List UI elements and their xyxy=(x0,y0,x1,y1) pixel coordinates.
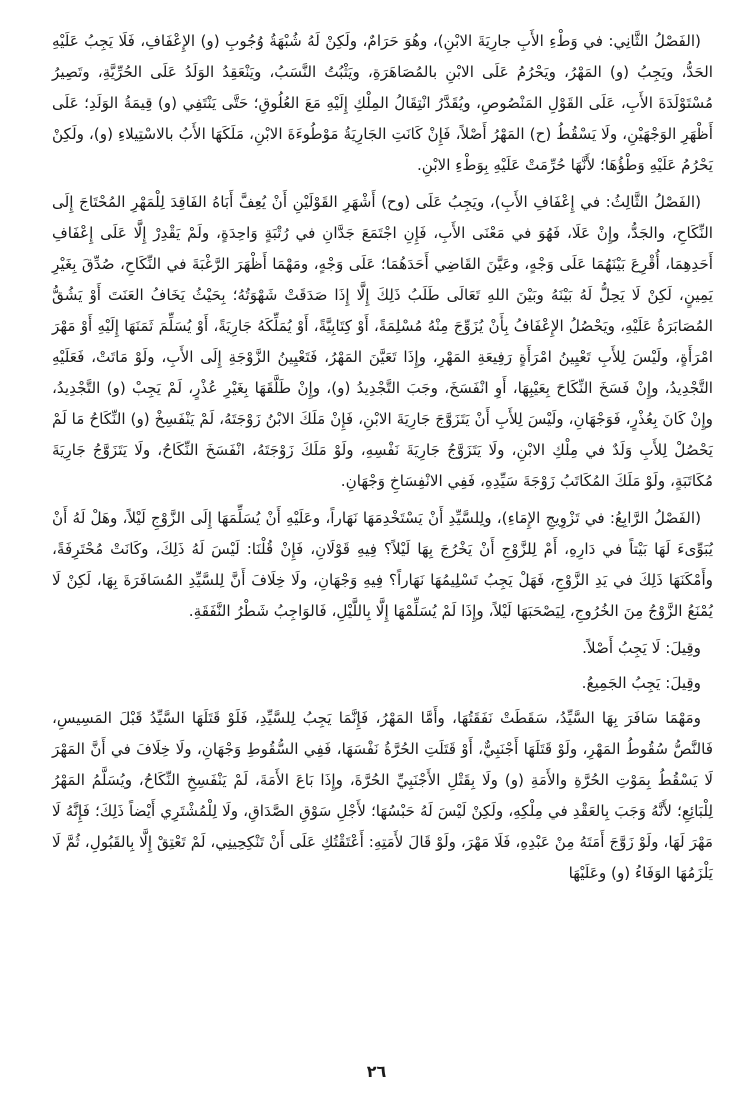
paragraph-second-chapter: (الفَصْلُ الثَّانِي: في وَطْءِ الأَبِ جارِيَةَ الابْنِ)، وهُوَ حَرَامٌ، ولَكِنْ لَهُ شُبْهَةُ وُجُوبِ (و) الإِعْفَافِ، فَلَا يَجِبُ عَلَيْهِ الحَدُّ، ويَجِبُ (و) المَهْرُ، ويَحْرُمُ عَلَى الابْنِ بالمُصَاهَرَةِ، ويَثْبُتُ النَّسَبُ، ويَنْعَقِدُ الوَلَدُ عَلَى الحُرِّيَّةِ، وتَصِيرُ مُسْتَوْلَدَةَ الأَبِ، عَلَى القَوْلِ المَنْصُوصِ، ويُقَدَّرُ انْتِقَالُ المِلْكِ إِلَيْهِ مَعَ العُلُوقِ؛ حَتَّى يَنْتَفِي (و) قِيمَةُ الوَلَدِ؛ عَلَى أَظْهَرِ الوَجْهَيْنِ، ولَا يَسْقُطُ (ح) المَهْرُ أَصْلاً، فَإِنْ كَانَتِ الجَارِيَةُ مَوْطُوءَةَ الابْنِ، مَلَكَهَا الأَبُ بالاسْتِيلاءِ (و)، ولَكِنْ يَحْرُمُ عَلَيْهِ وَطْؤُهَا؛ لأَنَّهَا حُرِّمَتْ عَلَيْهِ بِوَطْءِ الابْنِ. xyxy=(52,32,713,174)
opinion-line-first: وقِيلَ: لَا يَجِبُ أَصْلاً. xyxy=(582,639,701,657)
paragraph-third-chapter: (الفَصْلُ الثَّالِثُ: في إِعْفَافِ الأَبِ)، ويَجِبُ عَلَى (وح) أَشْهَرِ القَوْلَيْنِ أَنْ يُعِفَّ أَبَاهُ الفَاقِدَ لِلْمَهْرِ المُحْتَاجَ إِلَى النِّكَاحِ، والجَدُّ، وإِنْ عَلَا، فَهُوَ في مَعْنَى الأَبِ، فَإِنِ اجْتَمَعَ جَدَّانِ في رُتْبَةٍ وَاحِدَةٍ، ولَمْ يَقْدِرْ إِلَّا عَلَى إِعْفَافِ أَحَدِهِمَا، أُقْرِعَ بَيْنَهُمَا عَلَى وَجْهٍ، وعَيَّنَ القَاضِي أَحَدَهُمَا؛ عَلَى وَجْهٍ، ومَهْمَا أَظْهَرَ الرَّغْبَةَ في النِّكَاحِ، صُدِّقَ بِغَيْرِ يَمِينٍ، لَكِنْ لَا يَحِلُّ لَهُ بَيْنَهُ وبَيْنَ اللهِ تَعَالَى طَلَبُ ذَلِكَ إِلَّا إِذَا صَدَقَتْ شَهْوَتُهُ؛ بِحَيْثُ يَخَافُ العَنَتَ أَوْ يَشُقُّ المُصَابَرَةُ عَلَيْهِ، ويَحْصُلُ الإِعْفَافُ بِأَنْ يُزَوِّجَ مِنْهُ مُسْلِمَةً، أَوْ كِتَابِيَّةً، أَوْ يُمَلِّكَهُ جَارِيَةً، أَوْ يُسَلِّمَ ثَمَنَهَا إِلَيْهِ أَوْ مَهْرَ امْرَأَةٍ، ولَيْسَ لِلأَبِ تَعْيِينُ امْرَأَةٍ رَفِيعَةِ المَهْرِ، وإِذَا تَعَيَّنَ المَهْرُ، فَتَعْيِينُ الزَّوْجَةِ إِلَى الأَبِ، ولَوْ مَاتَتْ، فَعَلَيْهِ التَّجْدِيدُ، وإِنْ فَسَخَ النِّكَاحَ بِعَيْبِهَا، أَوِ انْفَسَخَ، وجَبَ التَّجْدِيدُ (و)، وإِنْ طَلَّقَهَا بِغَيْرِ عُذْرٍ، لَمْ يَجِبْ (و) التَّجْدِيدُ، وإِنْ كَانَ بِعُذْرٍ، فَوَجْهَانِ، ولَيْسَ لِلأَبِ أَنْ يَتَزَوَّجَ جَارِيَةَ الابْنِ، فَإِنْ مَلَكَ الابْنُ زَوْجَتَهُ، لَمْ يَنْفَسِخْ (و) النِّكَاحُ مَا لَمْ يَحْصُلْ لِلأَبِ وَلَدٌ في مِلْكِ الابْنِ، ولَا يَتَزَوَّجُ جَارِيَةَ نَفْسِهِ، ولَوْ مَلَكَ زَوْجَتَهُ، انْفَسَخَ النِّكَاحُ، ولَا يَتَزَوَّجُ جَارِيَةَ مُكَاتَبَةٍ، ولَوْ مَلَكَ المُكَاتَبُ زَوْجَةَ سَيِّدِهِ، فَفِي الانْفِسَاخِ وَجْهَانِ. xyxy=(52,193,713,490)
paragraph-fourth-chapter: (الفَصْلُ الرَّابِعُ: في تَزْوِيجِ الإِمَاءِ)، ولِلسَّيِّدِ أَنْ يَسْتَخْدِمَهَا نَهَاراً، وعَلَيْهِ أَنْ يُسَلِّمَهَا إِلَى الزَّوْجِ لَيْلاً، وهَلْ لَهُ أَنْ يُبَوِّىءَ لَهَا بَيْتاً في دَارِهِ، أَمْ لِلزَّوْجِ أَنْ يَخْرُجَ بِهَا لَيْلاً؟ فِيهِ قَوْلَانِ، فَإِنْ قُلْنَا: لَيْسَ لَهُ ذَلِكَ، وكَانَتْ مُحْتَرِفَةً، وأَمْكَنَهَا ذَلِكَ في يَدِ الزَّوْجِ، فَهَلْ يَجِبُ تَسْلِيمُهَا نَهَاراً؟ فِيهِ وَجْهَانِ، ولَا خِلَافَ أَنَّ لِلسَّيِّدِ المُسَافَرَةَ بِهَا، لَكِنْ لَا يُمْنَعُ الزَّوْجُ مِنَ الخُرُوجِ، لِيَصْحَبَهَا لَيْلاً، وإِذَا لَمْ يُسَلِّمْهَا إِلَّا بِاللَّيْلِ، فَالوَاجِبُ شَطْرُ النَّفَقَةِ. xyxy=(52,509,713,620)
opinion-line-second: وقِيلَ: يَجِبُ الجَمِيعُ. xyxy=(581,674,701,692)
page-body xyxy=(52,26,713,1059)
page-number: ٢٦ xyxy=(366,1062,387,1081)
paragraph-travel: ومَهْمَا سَافَرَ بِهَا السَّيِّدُ، سَقَطَتْ نَفَقَتُهَا، وأَمَّا المَهْرُ، فَإِنَّمَا يَجِبُ لِلسَّيِّدِ، فَلَوْ قَتَلَهَا السَّيِّدُ قَبْلَ المَسِيسِ، فَالنَّصُّ سُقُوطُ المَهْرِ، ولَوْ قَتَلَهَا أَجْنَبِيٌّ، أَوْ قَتَلَتِ الحُرَّةُ نَفْسَهَا، فَفِي السُّقُوطِ وَجْهَانِ، ولَا خِلَافَ في أَنَّ المَهْرَ لَا يَسْقُطُ بِمَوْتِ الحُرَّةِ والأَمَةِ (و) ولَا بِقَتْلِ الأَجْنَبِيِّ الحُرَّةَ، وإِذَا بَاعَ الأَمَةَ، لَمْ يَنْفَسِخِ النِّكَاحُ، ويُسَلَّمُ المَهْرُ لِلْبَائِعِ؛ لأَنَّهُ وَجَبَ بِالعَقْدِ في مِلْكِهِ، ولَكِنْ لَيْسَ لَهُ حَبْسُهَا؛ لأَجْلِ سَوْقِ الصَّدَاقِ، ولَا لِلْمُشْتَرِي أَيْضاً ذَلِكَ؛ فَإِنَّهُ لَا مَهْرَ لَهَا، ولَوْ زَوَّجَ أَمَتَهُ مِنْ عَبْدِهِ، فَلَا مَهْرَ، ولَوْ قَالَ لأَمَتِهِ: أَعْتَقْتُكِ عَلَى أَنْ تَنْكِحِينِي، لَمْ تَعْتِقْ إِلَّا بِالقَبُولِ، ثُمَّ لَا يَلْزَمُهَا الوَفَاءُ (و) وعَلَيْهَا xyxy=(52,709,713,882)
